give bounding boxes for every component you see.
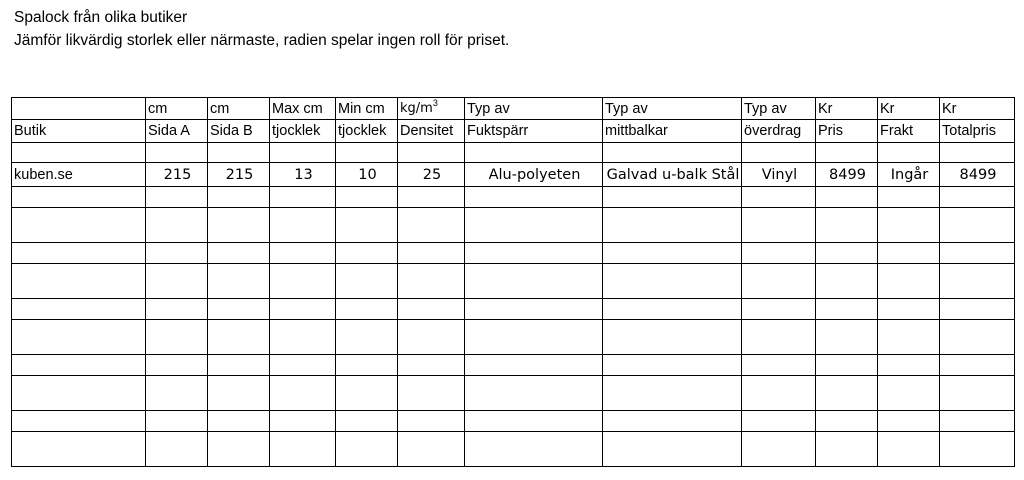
table-row-empty bbox=[12, 264, 1015, 299]
header-cell-butik: Butik bbox=[12, 120, 146, 143]
table-row-empty bbox=[12, 208, 1015, 243]
cell-pris: 8499 bbox=[816, 163, 878, 187]
cell-min-tjocklek: 10 bbox=[336, 163, 398, 187]
header-cell-fuktsparr: Fuktspärr bbox=[465, 120, 603, 143]
table-row-empty bbox=[12, 143, 1015, 163]
cell-fuktsparr: Alu-polyeten bbox=[465, 163, 603, 187]
density-unit-superscript: 3 bbox=[432, 98, 438, 109]
header-cell bbox=[12, 98, 146, 120]
density-unit: kg/m bbox=[400, 101, 433, 116]
cell-sida-a: 215 bbox=[146, 163, 208, 187]
header-cell: Kr bbox=[878, 98, 940, 120]
header-cell-densitet: Densitet bbox=[398, 120, 465, 143]
header-cell-sida-a: Sida A bbox=[146, 120, 208, 143]
table-row-empty bbox=[12, 320, 1015, 355]
table-row bbox=[12, 163, 1015, 187]
header-row-units bbox=[12, 98, 1015, 120]
header-cell: cm bbox=[208, 98, 270, 120]
header-row-labels bbox=[12, 120, 1015, 143]
comparison-table bbox=[11, 97, 1015, 467]
header-cell: Typ av bbox=[465, 98, 603, 120]
cell-sida-b: 215 bbox=[208, 163, 270, 187]
cell-butik: kuben.se bbox=[12, 163, 146, 187]
cell-totalpris: 8499 bbox=[940, 163, 1015, 187]
header-cell: Max cm bbox=[270, 98, 336, 120]
header-cell-overdrag: överdrag bbox=[742, 120, 816, 143]
cell-overdrag: Vinyl bbox=[742, 163, 816, 187]
table-row-empty bbox=[12, 299, 1015, 320]
header-cell-totalpris: Totalpris bbox=[940, 120, 1015, 143]
header-cell: Typ av bbox=[603, 98, 742, 120]
header-cell-pris: Pris bbox=[816, 120, 878, 143]
table-row-empty bbox=[12, 376, 1015, 411]
table-row-empty bbox=[12, 243, 1015, 264]
table-row-empty bbox=[12, 355, 1015, 376]
document-subtitle: Jämför likvärdig storlek eller närmaste, radien spelar ingen roll för priset. bbox=[14, 32, 510, 49]
header-cell: Typ av bbox=[742, 98, 816, 120]
header-cell-mittbalkar: mittbalkar bbox=[603, 120, 742, 143]
header-cell-frakt: Frakt bbox=[878, 120, 940, 143]
header-cell: Min cm bbox=[336, 98, 398, 120]
header-cell: Kr bbox=[816, 98, 878, 120]
table-row-empty bbox=[12, 187, 1015, 208]
cell-frakt: Ingår bbox=[878, 163, 940, 187]
header-cell: Kr bbox=[940, 98, 1015, 120]
header-cell-sida-b: Sida B bbox=[208, 120, 270, 143]
cell-mittbalkar: Galvad u-balk Stål bbox=[603, 163, 742, 187]
cell-densitet: 25 bbox=[398, 163, 465, 187]
document-title: Spalock från olika butiker bbox=[14, 9, 188, 26]
header-cell-max-tjocklek: tjocklek bbox=[270, 120, 336, 143]
header-cell-density-unit bbox=[398, 98, 465, 120]
header-cell-min-tjocklek: tjocklek bbox=[336, 120, 398, 143]
cell-max-tjocklek: 13 bbox=[270, 163, 336, 187]
table-row-empty bbox=[12, 411, 1015, 432]
header-cell: cm bbox=[146, 98, 208, 120]
table-row-empty bbox=[12, 432, 1015, 467]
